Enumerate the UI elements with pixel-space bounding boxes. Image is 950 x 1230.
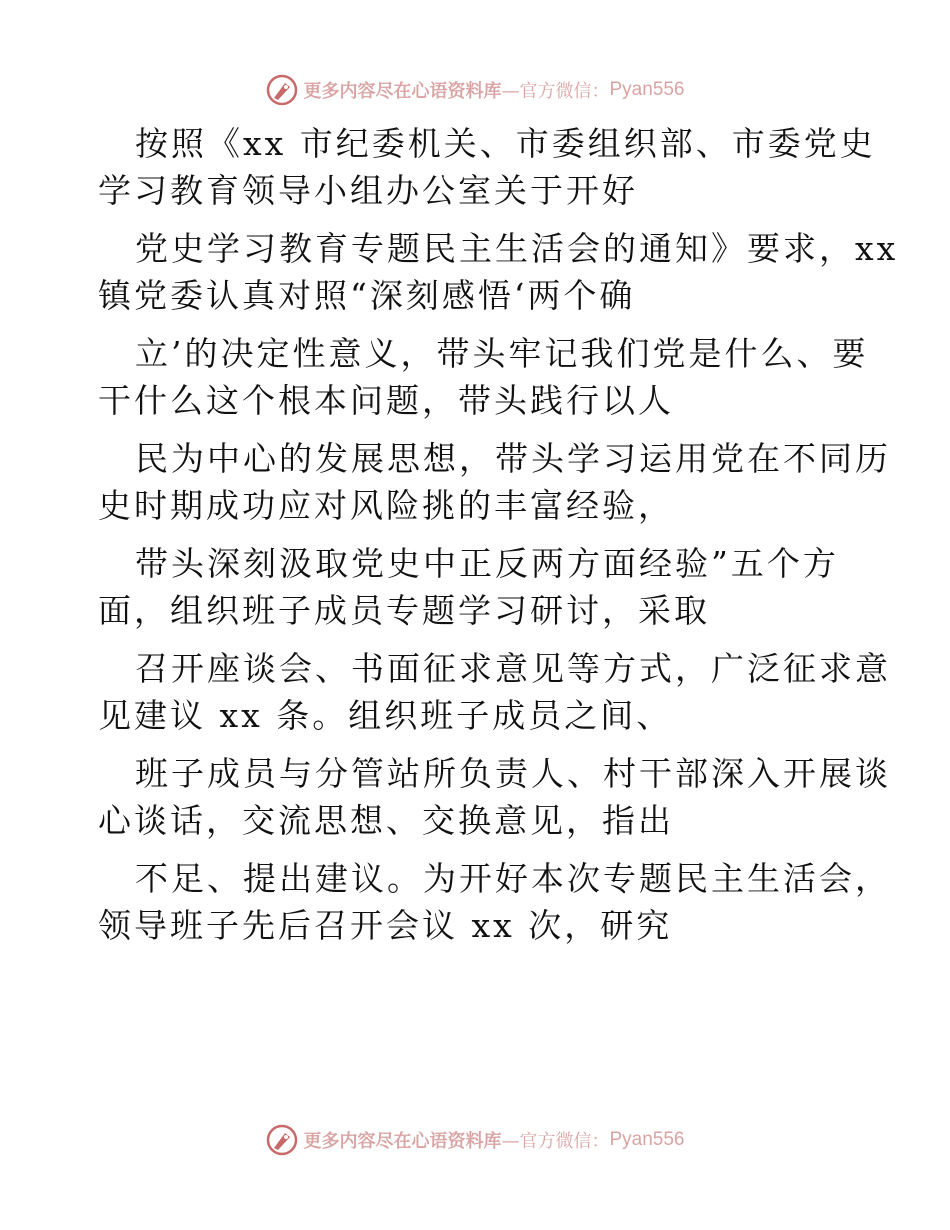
paragraph-line: 干什么这个根本问题，带头践行以人	[98, 381, 674, 420]
paragraph-line: 班子成员与分管站所负责人、村干部深入开展谈	[135, 754, 891, 793]
document-body	[98, 124, 899, 946]
paragraph-line: 带头深刻汲取党史中正反两方面经验”五个方	[135, 544, 839, 583]
watermark-text: 更多内容尽在心语资料库	[303, 1131, 502, 1152]
paragraph-line: 召开座谈会、书面征求意见等方式，广泛征求意	[135, 649, 891, 688]
pen-nib-circle-icon	[265, 73, 299, 107]
watermark-separator: —官方微信：	[501, 81, 610, 102]
watermark-handle: Pyan556	[609, 1129, 685, 1150]
watermark-separator: —官方微信：	[501, 1131, 610, 1152]
footer-watermark	[0, 1120, 950, 1160]
paragraph-line: 民为中心的发展思想，带头学习运用党在不同历	[135, 439, 891, 478]
paragraph-line: 心谈话，交流思想、交换意见，指出	[98, 801, 674, 840]
paragraph-line: 党史学习教育专题民主生活会的通知》要求，xx	[135, 229, 899, 268]
paragraph-line: 领导班子先后召开会议 xx 次，研究	[98, 906, 673, 945]
paragraph-line: 镇党委认真对照“深刻感悟‘两个确	[98, 276, 636, 315]
paragraph-line: 不足、提出建议。为开好本次专题民主生活会，	[135, 859, 891, 898]
header-watermark	[0, 70, 950, 110]
watermark-text: 更多内容尽在心语资料库	[303, 81, 502, 102]
paragraph-line: 学习教育领导小组办公室关于开好	[98, 171, 638, 210]
watermark-handle: Pyan556	[609, 79, 685, 100]
paragraph-line: 史时期成功应对风险挑的丰富经验，	[98, 486, 674, 525]
paragraph-line: 立’的决定性意义，带头牢记我们党是什么、要	[135, 334, 869, 373]
paragraph-line: 面，组织班子成员专题学习研讨，采取	[98, 591, 710, 630]
paragraph-line: 按照《xx 市纪委机关、市委组织部、市委党史	[135, 124, 876, 163]
paragraph-line: 见建议 xx 条。组织班子成员之间、	[98, 696, 673, 735]
pen-nib-circle-icon	[265, 1123, 299, 1157]
